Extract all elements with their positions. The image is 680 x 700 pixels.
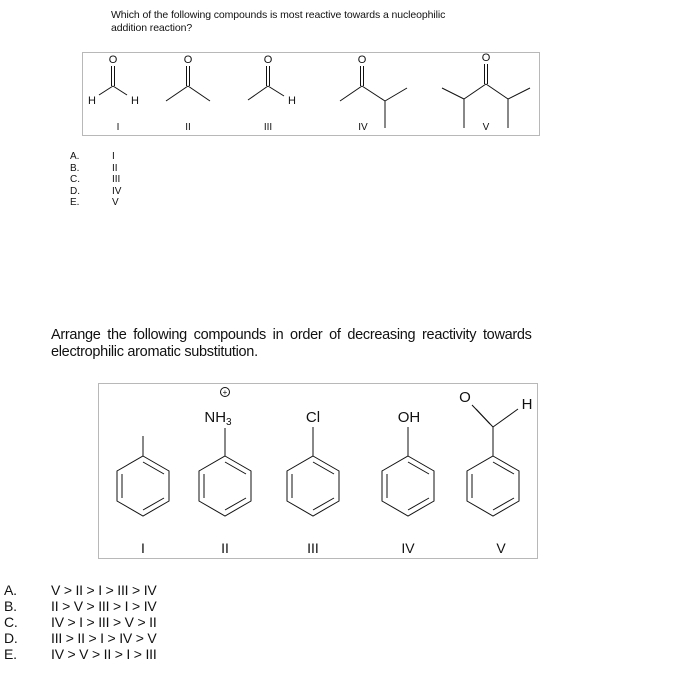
question-2-options — [4, 582, 157, 662]
oxygen-atom-label: O — [357, 54, 367, 66]
option-letter: D. — [4, 630, 18, 646]
option-value: V — [112, 197, 119, 208]
option-value: IV — [112, 185, 122, 197]
compound-label-v: V — [496, 540, 506, 556]
question-2-text — [51, 327, 641, 361]
option-letter: D. — [70, 185, 80, 197]
option-letter: C. — [4, 614, 18, 630]
question-1-line-1: Which of the following compounds is most reactive towards a nucleophilic — [111, 9, 446, 21]
hydrogen-atom-label: H — [288, 95, 296, 107]
question-1-options — [70, 151, 121, 209]
option-value: I — [112, 151, 115, 162]
oxygen-atom-label: O — [459, 389, 471, 406]
option-c[interactable] — [4, 614, 157, 630]
option-value: III > II > I > IV > V — [51, 630, 157, 646]
hydrogen-atom-label: H — [521, 396, 533, 413]
option-value: II > V > III > I > IV — [51, 598, 157, 614]
hydrogen-atom-label: H — [88, 95, 96, 107]
option-d[interactable] — [70, 186, 121, 198]
option-c[interactable] — [70, 174, 121, 186]
question-2-line-1: Arrange the following compounds in order of decreasing reactivity towards — [51, 327, 532, 343]
option-value: V > II > I > III > IV — [51, 582, 157, 598]
compound-label-iv: IV — [358, 122, 368, 133]
option-value: II — [112, 162, 118, 174]
option-a[interactable] — [4, 582, 157, 598]
option-letter: E. — [4, 646, 17, 662]
compound-label-iv: IV — [401, 540, 415, 556]
option-letter: E. — [70, 197, 80, 208]
option-letter: C. — [70, 174, 80, 185]
compound-label-i: I — [141, 540, 145, 556]
option-e[interactable] — [70, 197, 121, 209]
ammonium-group-label — [204, 409, 232, 428]
ammonium-subscript: 3 — [226, 417, 232, 428]
option-value: III — [112, 174, 121, 185]
compound-label-iii: III — [263, 122, 273, 133]
oxygen-atom-label: O — [183, 54, 193, 66]
compound-label-v: V — [482, 122, 490, 133]
question-1-text — [111, 9, 571, 35]
oxygen-atom-label: O — [108, 54, 118, 66]
question-2-structures — [98, 383, 538, 559]
option-b[interactable] — [4, 598, 157, 614]
compound-label-i: I — [116, 122, 120, 133]
positive-charge-label: + — [222, 388, 228, 397]
question-1-structures — [82, 52, 540, 136]
oxygen-atom-label: O — [263, 54, 273, 66]
chloro-label: Cl — [305, 409, 321, 426]
option-a[interactable] — [70, 151, 121, 163]
question-2-line-2: electrophilic aromatic substitution. — [51, 344, 258, 360]
compound-label-iii: III — [307, 540, 319, 556]
compound-label-ii: II — [221, 540, 229, 556]
compound-label-ii: II — [185, 122, 191, 133]
ammonium-nh-label: NH — [204, 409, 227, 426]
option-d[interactable] — [4, 630, 157, 646]
option-letter: B. — [70, 162, 80, 174]
question-1-line-2: addition reaction? — [111, 22, 193, 34]
hydrogen-atom-label: H — [131, 95, 139, 107]
option-b[interactable] — [70, 163, 121, 175]
hydroxy-label: OH — [397, 409, 421, 426]
option-letter: A. — [70, 151, 80, 162]
option-letter: A. — [4, 582, 17, 598]
oxygen-atom-label: O — [481, 52, 491, 64]
option-letter: B. — [4, 598, 17, 614]
option-value: IV > V > II > I > III — [51, 646, 157, 662]
option-e[interactable] — [4, 646, 157, 662]
option-value: IV > I > III > V > II — [51, 614, 157, 630]
